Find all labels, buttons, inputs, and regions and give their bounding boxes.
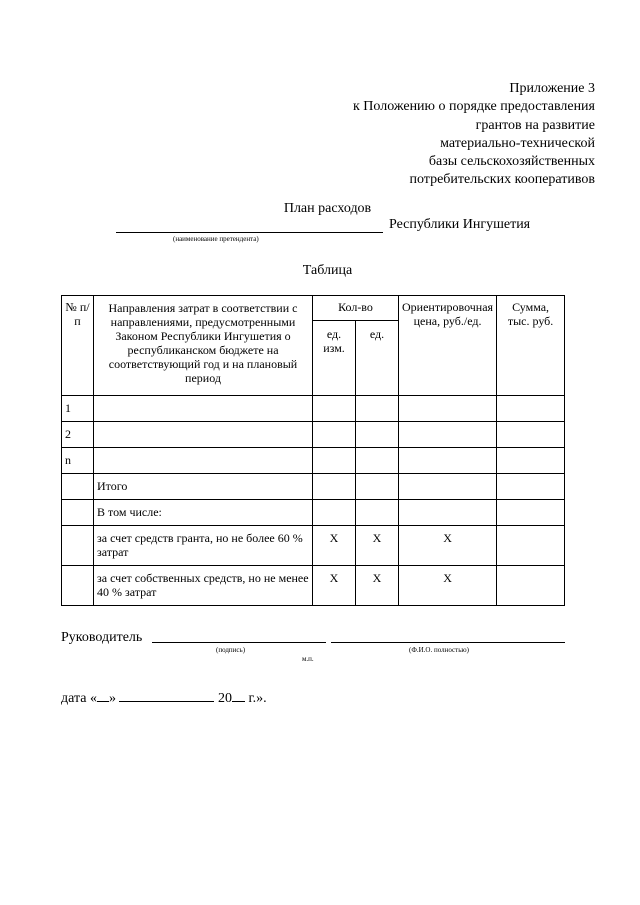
date-month-field[interactable] bbox=[119, 689, 214, 702]
table-row bbox=[62, 448, 565, 474]
table-header-row bbox=[62, 296, 565, 321]
row-num bbox=[62, 526, 94, 566]
row-sum[interactable] bbox=[497, 500, 565, 526]
row-units[interactable] bbox=[356, 448, 399, 474]
header-direction: Направления затрат в соответствии с направлениями, предусмотренными Законом Республики Ингушетия о республиканском бюджете на соответствующий год и на плановый период bbox=[94, 296, 313, 396]
header-sum: Сумма, тыс. руб. bbox=[497, 296, 565, 396]
row-sum[interactable] bbox=[497, 474, 565, 500]
row-unit: X bbox=[313, 566, 356, 606]
plan-title: План расходов bbox=[283, 201, 372, 216]
row-num bbox=[62, 566, 94, 606]
appendix-line: Приложение 3 bbox=[509, 81, 595, 96]
row-direction[interactable] bbox=[94, 448, 313, 474]
signature-label: Руководитель bbox=[61, 630, 143, 645]
row-num bbox=[62, 500, 94, 526]
row-units[interactable] bbox=[356, 422, 399, 448]
row-sum[interactable] bbox=[497, 422, 565, 448]
date-mid: » bbox=[108, 691, 116, 706]
row-price[interactable] bbox=[399, 500, 497, 526]
table-row bbox=[62, 396, 565, 422]
header-qty: Кол-во bbox=[313, 296, 399, 321]
date-year-field[interactable] bbox=[232, 689, 245, 702]
header-unit: ед. изм. bbox=[313, 321, 356, 396]
row-num: 1 bbox=[62, 396, 94, 422]
row-sum[interactable] bbox=[497, 526, 565, 566]
date-day-field[interactable] bbox=[97, 689, 109, 702]
header-num: № п/п bbox=[62, 296, 94, 396]
row-direction: Итого bbox=[94, 474, 313, 500]
row-price[interactable] bbox=[399, 474, 497, 500]
date-prefix: дата « bbox=[61, 691, 97, 706]
appendix-block bbox=[353, 80, 595, 190]
row-price[interactable] bbox=[399, 396, 497, 422]
table-row-including bbox=[62, 500, 565, 526]
row-units: X bbox=[356, 526, 399, 566]
full-name-field[interactable] bbox=[331, 629, 565, 643]
header-units: ед. bbox=[356, 321, 399, 396]
row-sum[interactable] bbox=[497, 448, 565, 474]
republic-label: Республики Ингушетия bbox=[389, 217, 531, 232]
row-unit[interactable] bbox=[313, 396, 356, 422]
row-unit[interactable] bbox=[313, 500, 356, 526]
signature-hint: (подпись) bbox=[216, 646, 246, 654]
row-units[interactable] bbox=[356, 396, 399, 422]
row-direction: за счет средств гранта, но не более 60 % затрат bbox=[94, 526, 313, 566]
row-unit[interactable] bbox=[313, 448, 356, 474]
expense-table bbox=[61, 295, 565, 606]
row-price[interactable] bbox=[399, 422, 497, 448]
appendix-line: базы сельскохозяйственных bbox=[428, 154, 595, 170]
row-units[interactable] bbox=[356, 500, 399, 526]
row-direction[interactable] bbox=[94, 422, 313, 448]
signature-field[interactable] bbox=[152, 629, 326, 643]
row-unit: X bbox=[313, 526, 356, 566]
appendix-line: потребительских кооперативов bbox=[409, 172, 595, 188]
row-unit[interactable] bbox=[313, 422, 356, 448]
row-num: n bbox=[62, 448, 94, 474]
row-price: X bbox=[399, 566, 497, 606]
table-caption: Таблица bbox=[302, 263, 353, 278]
row-num: 2 bbox=[62, 422, 94, 448]
appendix-line: материально-технической bbox=[440, 135, 595, 151]
row-direction: В том числе: bbox=[94, 500, 313, 526]
row-direction[interactable] bbox=[94, 396, 313, 422]
row-units[interactable] bbox=[356, 474, 399, 500]
table-row-grant bbox=[62, 526, 565, 566]
date-suffix: г.». bbox=[248, 691, 267, 706]
appendix-line: к Положению о порядке предоставления bbox=[353, 99, 595, 115]
row-price[interactable] bbox=[399, 448, 497, 474]
full-name-hint: (Ф.И.О. полностью) bbox=[409, 646, 469, 654]
table-row-own bbox=[62, 566, 565, 606]
row-sum[interactable] bbox=[497, 396, 565, 422]
appendix-line: грантов на развитие bbox=[475, 117, 595, 133]
stamp-hint: м.п. bbox=[302, 655, 314, 663]
table-row bbox=[62, 422, 565, 448]
date-year-prefix: 20 bbox=[217, 691, 232, 706]
table-row-total bbox=[62, 474, 565, 500]
header-price: Ориентировочная цена, руб./ед. bbox=[399, 296, 497, 396]
row-units: X bbox=[356, 566, 399, 606]
row-num bbox=[62, 474, 94, 500]
row-price: X bbox=[399, 526, 497, 566]
row-sum[interactable] bbox=[497, 566, 565, 606]
row-direction: за счет собственных средств, но не менее 40 % затрат bbox=[94, 566, 313, 606]
date-row bbox=[61, 689, 267, 707]
applicant-hint: (наименование претендента) bbox=[173, 235, 259, 243]
applicant-name-field[interactable] bbox=[116, 218, 383, 233]
row-unit[interactable] bbox=[313, 474, 356, 500]
